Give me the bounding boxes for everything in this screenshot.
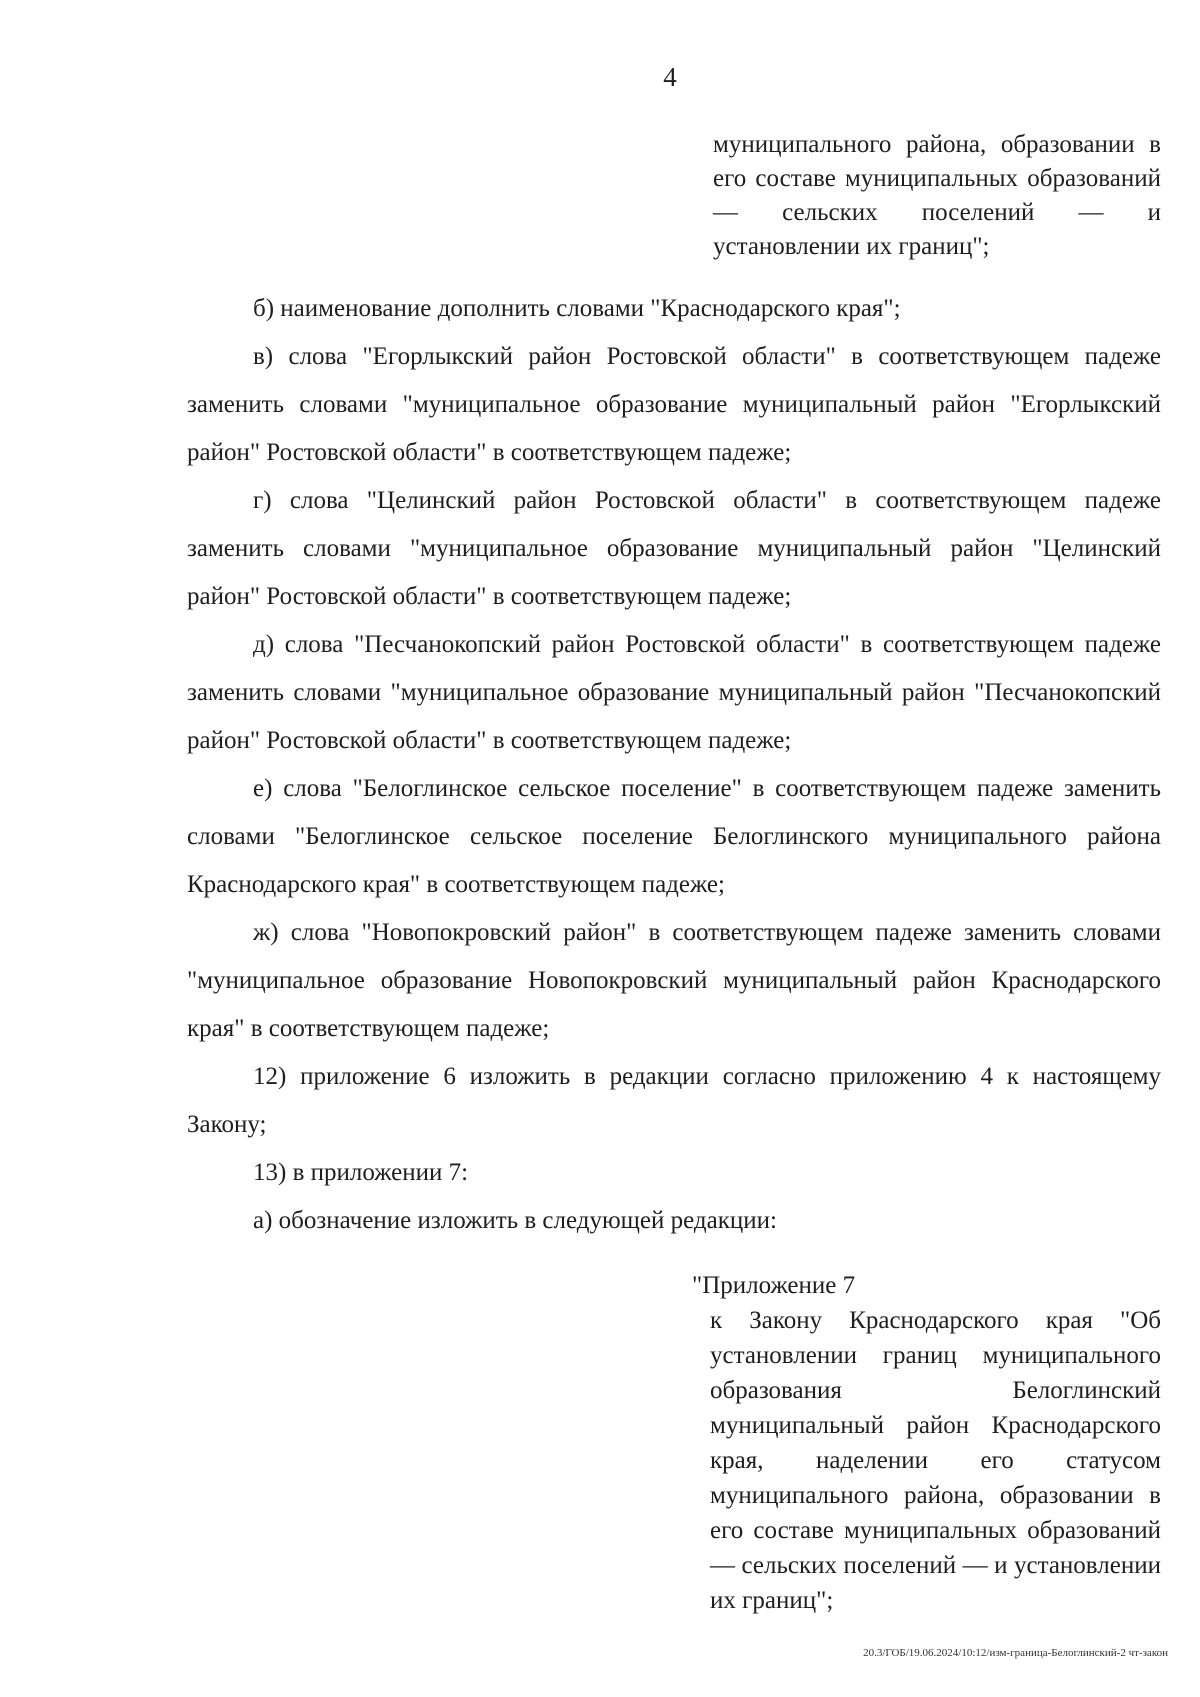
appendix-heading: "Приложение 7 — [692, 1272, 856, 1299]
paragraph-12: 12) приложение 6 изложить в редакции согласно приложению 4 к настоящему Закону; — [187, 1063, 1161, 1138]
main-text — [187, 285, 1161, 1245]
page-number: 4 — [663, 62, 677, 92]
paragraph-d: д) слова "Песчанокопский район Ростовской области" в соответствующем падеже заменить словами "муниципальное образование муниципальный район "Песчанокопский район" Ростовской области" в соответствующем падеже; — [187, 631, 1161, 754]
paragraph-v: в) слова "Егорлыкский район Ростовской области" в соответствующем падеже заменить словами "муниципальное образование муниципальный район "Егорлыкский район" Ростовской области" в соответствующем падеже; — [187, 343, 1161, 466]
footer-document-code: 20.3/ГОБ/19.06.2024/10:12/изм-граница-Белоглинский-2 чт-закон — [863, 1647, 1168, 1659]
paragraph-13: 13) в приложении 7: — [253, 1159, 469, 1186]
top-quote-block — [713, 128, 1161, 264]
appendix-body: к Закону Краснодарского края "Об установлении границ муниципального образования Белоглинский муниципальный район Краснодарского края, наделении его статусом муниципального района, образовании в его составе муниципальных образований — сельских поселений — и установлении их границ"; — [710, 1307, 1161, 1614]
paragraph-b: б) наименование дополнить словами "Краснодарского края"; — [253, 295, 901, 322]
paragraph-zh: ж) слова "Новопокровский район" в соответствующем падеже заменить словами "муниципальное образование Новопокровский муниципальный район Краснодарского края" в соответствующем падеже; — [187, 919, 1161, 1042]
top-quote-text: муниципального района, образовании в его составе муниципальных образований — сельских поселений — и установлении их границ"; — [713, 131, 1161, 260]
appendix-quote-block — [694, 1268, 1161, 1618]
paragraph-a: а) обозначение изложить в следующей редакции: — [253, 1207, 777, 1234]
paragraph-e: е) слова "Белоглинское сельское поселение" в соответствующем падеже заменить словами "Белоглинское сельское поселение Белоглинского муниципального района Краснодарского края" в соответствующем падеже; — [187, 775, 1161, 898]
paragraph-g: г) слова "Целинский район Ростовской области" в соответствующем падеже заменить словами "муниципальное образование муниципальный район "Целинский район" Ростовской области" в соответствующем падеже; — [187, 487, 1161, 610]
